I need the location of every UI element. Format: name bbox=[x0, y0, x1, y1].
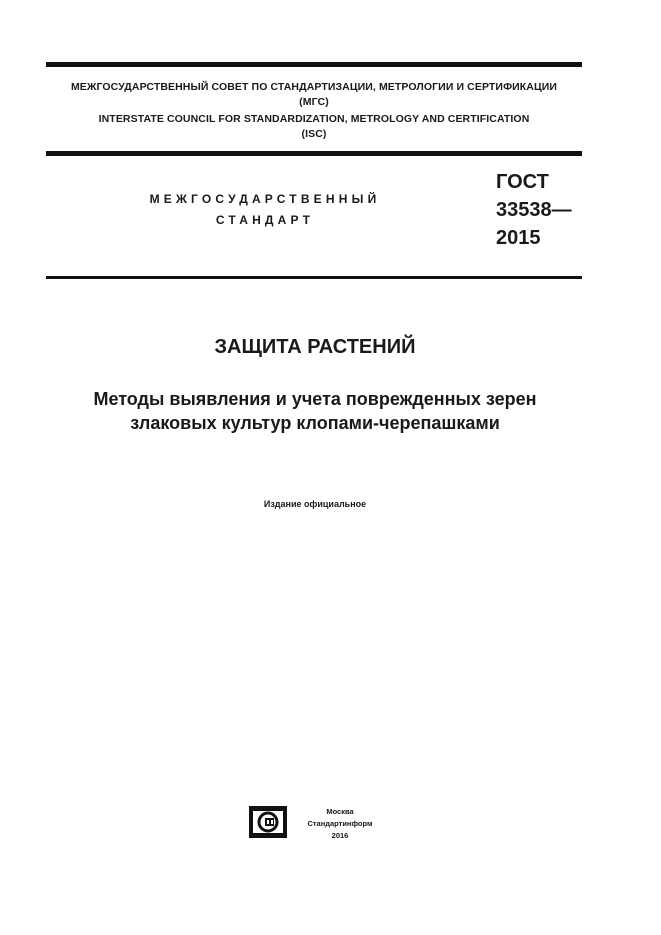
standard-type-line1: МЕЖГОСУДАРСТВЕННЫЙ bbox=[149, 192, 381, 206]
council-ru bbox=[46, 80, 582, 110]
publisher-year: 2016 bbox=[331, 831, 349, 840]
council-ru-abbrev: (МГС) bbox=[299, 96, 329, 108]
council-ru-name: МЕЖГОСУДАРСТВЕННЫЙ СОВЕТ ПО СТАНДАРТИЗАЦИИ, МЕТРОЛОГИИ И СЕРТИФИКАЦИИ bbox=[70, 81, 558, 93]
council-en-name: INTERSTATE COUNCIL FOR STANDARDIZATION, METROLOGY AND CERTIFICATION bbox=[98, 113, 530, 125]
top-rule bbox=[46, 62, 582, 67]
standartinform-logo-icon bbox=[249, 806, 287, 838]
document-title: ЗАЩИТА РАСТЕНИЙ bbox=[214, 336, 416, 358]
logo-graphic bbox=[249, 806, 287, 838]
gost-number: 33538— bbox=[496, 199, 572, 221]
bottom-rule bbox=[46, 276, 582, 279]
edition-note: Издание официальное bbox=[263, 499, 367, 509]
publisher-city: Москва bbox=[326, 807, 354, 816]
document-subtitle-line2: злаковых культур клопами-черепашками bbox=[130, 413, 500, 433]
document-subtitle-line1: Методы выявления и учета поврежденных зерен bbox=[93, 389, 537, 409]
council-en bbox=[46, 112, 582, 142]
middle-rule bbox=[46, 151, 582, 156]
publisher-name: Стандартинформ bbox=[307, 819, 373, 828]
standard-type-line2: СТАНДАРТ bbox=[215, 213, 315, 227]
gost-year: 2015 bbox=[496, 227, 541, 249]
council-en-abbrev: (ISC) bbox=[301, 128, 327, 140]
gost-prefix: ГОСТ bbox=[496, 171, 549, 193]
